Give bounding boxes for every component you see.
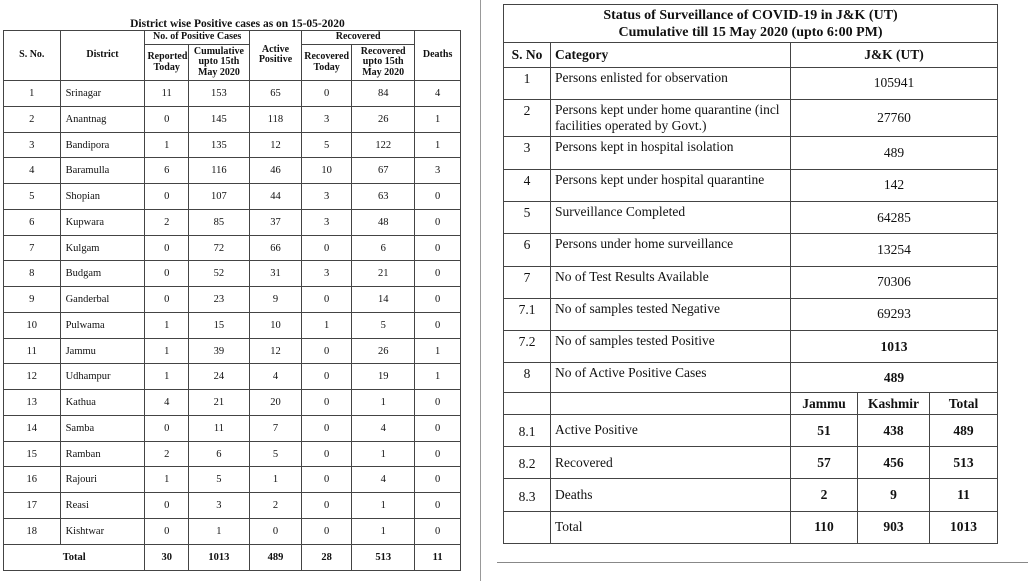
- row-cumulative: 39: [188, 338, 249, 364]
- surveillance-table-panel: [503, 4, 997, 544]
- row-sno: 6: [4, 209, 61, 235]
- row-recovered-today: 0: [302, 364, 352, 390]
- row-reported-today: 1: [145, 364, 189, 390]
- district-row: [4, 441, 461, 467]
- row-sno: 3: [4, 132, 61, 158]
- row-sno: 4: [504, 169, 551, 201]
- district-row: [4, 390, 461, 416]
- row-value: 489: [791, 363, 998, 392]
- row-sno: 18: [4, 518, 61, 544]
- row-cumulative: 116: [188, 158, 249, 184]
- row-active: 12: [249, 338, 301, 364]
- col-cumulative: Cumulative upto 15th May 2020: [188, 44, 249, 80]
- row-total: 11: [930, 479, 998, 511]
- row-category: Persons kept in hospital isolation: [551, 137, 791, 169]
- row-district: Kishtwar: [60, 518, 145, 544]
- row-deaths: 0: [415, 467, 461, 493]
- row-sno: 8.3: [504, 479, 551, 511]
- row-deaths: 0: [415, 209, 461, 235]
- row-cumulative: 153: [188, 81, 249, 107]
- row-deaths: 1: [415, 338, 461, 364]
- split-row: [504, 414, 998, 446]
- row-sno: 3: [504, 137, 551, 169]
- row-sno: 7.1: [504, 298, 551, 330]
- district-row: [4, 132, 461, 158]
- surveillance-row: [504, 99, 998, 137]
- row-recovered-today: 0: [302, 81, 352, 107]
- row-recovered-cum: 84: [352, 81, 415, 107]
- row-recovered-cum: 4: [352, 467, 415, 493]
- row-category: Persons enlisted for observation: [551, 67, 791, 99]
- row-recovered-today: 0: [302, 467, 352, 493]
- row-active: 66: [249, 235, 301, 261]
- row-cumulative: 1: [188, 518, 249, 544]
- surveillance-row: [504, 202, 998, 234]
- row-sno: 17: [4, 493, 61, 519]
- row-sno: 7.2: [504, 331, 551, 363]
- row-deaths: 3: [415, 158, 461, 184]
- row-deaths: 0: [415, 518, 461, 544]
- split-row: [504, 447, 998, 479]
- row-recovered-today: 0: [302, 287, 352, 313]
- row-kashmir: 438: [858, 414, 930, 446]
- row-sno: 13: [4, 390, 61, 416]
- district-table-title: District wise Positive cases as on 15-05-2020: [130, 17, 345, 30]
- row-recovered-today: 3: [302, 106, 352, 132]
- row-sno: 8: [504, 363, 551, 392]
- row-active: 46: [249, 158, 301, 184]
- row-sno: 1: [4, 81, 61, 107]
- divider-horizontal: [497, 562, 1028, 563]
- row-district: Kupwara: [60, 209, 145, 235]
- col-group-recovered: Recovered: [302, 30, 415, 44]
- row-recovered-cum: 1: [352, 441, 415, 467]
- row-category: No of Active Positive Cases: [551, 363, 791, 392]
- row-deaths: 0: [415, 415, 461, 441]
- row-reported-today: 1: [145, 467, 189, 493]
- row-recovered-cum: 19: [352, 364, 415, 390]
- col-sno: S. No.: [4, 30, 61, 81]
- row-recovered-cum: 63: [352, 184, 415, 210]
- total-label: Total: [4, 544, 145, 570]
- row-reported-today: 0: [145, 415, 189, 441]
- surveillance-row: [504, 169, 998, 201]
- row-active: 9: [249, 287, 301, 313]
- row-recovered-today: 3: [302, 184, 352, 210]
- district-row: [4, 415, 461, 441]
- row-recovered-cum: 6: [352, 235, 415, 261]
- row-recovered-cum: 5: [352, 312, 415, 338]
- total-recovered-cum: 513: [352, 544, 415, 570]
- row-category: Active Positive: [551, 414, 791, 446]
- row-kashmir: 456: [858, 447, 930, 479]
- row-active: 2: [249, 493, 301, 519]
- row-reported-today: 0: [145, 287, 189, 313]
- row-reported-today: 0: [145, 493, 189, 519]
- surveillance-title-line2: Cumulative till 15 May 2020 (upto 6:00 PM): [618, 25, 883, 41]
- row-recovered-today: 3: [302, 261, 352, 287]
- total-reported: 30: [145, 544, 189, 570]
- row-category: Persons under home surveillance: [551, 234, 791, 266]
- row-category: Total: [551, 511, 791, 543]
- row-value: 489: [791, 137, 998, 169]
- row-district: Samba: [60, 415, 145, 441]
- row-category: No of samples tested Negative: [551, 298, 791, 330]
- row-cumulative: 145: [188, 106, 249, 132]
- row-sno: 8.1: [504, 414, 551, 446]
- row-district: Reasi: [60, 493, 145, 519]
- district-row: [4, 287, 461, 313]
- row-recovered-today: 0: [302, 441, 352, 467]
- total-deaths: 11: [415, 544, 461, 570]
- row-recovered-cum: 1: [352, 518, 415, 544]
- row-active: 12: [249, 132, 301, 158]
- row-deaths: 0: [415, 287, 461, 313]
- row-reported-today: 1: [145, 338, 189, 364]
- row-recovered-cum: 26: [352, 338, 415, 364]
- row-district: Srinagar: [60, 81, 145, 107]
- row-value: 105941: [791, 67, 998, 99]
- col-kashmir: Kashmir: [858, 392, 930, 414]
- row-sno: 15: [4, 441, 61, 467]
- district-row: [4, 467, 461, 493]
- row-district: Rajouri: [60, 467, 145, 493]
- row-recovered-today: 0: [302, 493, 352, 519]
- col-jk-ut: J&K (UT): [791, 43, 998, 67]
- row-district: Shopian: [60, 184, 145, 210]
- row-recovered-cum: 122: [352, 132, 415, 158]
- row-reported-today: 11: [145, 81, 189, 107]
- row-recovered-today: 10: [302, 158, 352, 184]
- row-active: 7: [249, 415, 301, 441]
- row-category: Deaths: [551, 479, 791, 511]
- col-reported-today: Reported Today: [145, 44, 189, 80]
- row-district: Jammu: [60, 338, 145, 364]
- col-group-positive: No. of Positive Cases: [145, 30, 249, 44]
- district-row: [4, 209, 461, 235]
- row-cumulative: 6: [188, 441, 249, 467]
- row-reported-today: 2: [145, 209, 189, 235]
- district-row: [4, 493, 461, 519]
- row-cumulative: 11: [188, 415, 249, 441]
- col-sno: S. No: [504, 43, 551, 67]
- surveillance-row: [504, 137, 998, 169]
- col-recovered-cum: Recovered upto 15th May 2020: [352, 44, 415, 80]
- col-jammu: Jammu: [791, 392, 858, 414]
- surveillance-row: [504, 234, 998, 266]
- row-recovered-cum: 1: [352, 390, 415, 416]
- row-sno: 14: [4, 415, 61, 441]
- row-active: 10: [249, 312, 301, 338]
- district-row: [4, 184, 461, 210]
- row-deaths: 1: [415, 364, 461, 390]
- col-category: Category: [551, 43, 791, 67]
- row-value: 64285: [791, 202, 998, 234]
- row-reported-today: 0: [145, 261, 189, 287]
- surveillance-row: [504, 298, 998, 330]
- row-cumulative: 85: [188, 209, 249, 235]
- row-category: No of samples tested Positive: [551, 331, 791, 363]
- row-category: Persons kept under hospital quarantine: [551, 169, 791, 201]
- total-cumulative: 1013: [188, 544, 249, 570]
- row-recovered-cum: 14: [352, 287, 415, 313]
- row-recovered-today: 3: [302, 209, 352, 235]
- row-sno: 1: [504, 67, 551, 99]
- row-sno: 5: [4, 184, 61, 210]
- split-row: [504, 511, 998, 543]
- row-sno: 12: [4, 364, 61, 390]
- row-reported-today: 4: [145, 390, 189, 416]
- row-cumulative: 15: [188, 312, 249, 338]
- row-district: Udhampur: [60, 364, 145, 390]
- row-deaths: 1: [415, 132, 461, 158]
- col-active: Active Positive: [249, 30, 301, 81]
- row-sno: 11: [4, 338, 61, 364]
- row-kashmir: 903: [858, 511, 930, 543]
- row-sno: 16: [4, 467, 61, 493]
- surveillance-row: [504, 331, 998, 363]
- row-deaths: 0: [415, 312, 461, 338]
- row-jammu: 2: [791, 479, 858, 511]
- row-reported-today: 1: [145, 312, 189, 338]
- row-recovered-cum: 26: [352, 106, 415, 132]
- row-recovered-cum: 1: [352, 493, 415, 519]
- row-value: 13254: [791, 234, 998, 266]
- row-sno: 10: [4, 312, 61, 338]
- district-table-panel: [3, 6, 461, 571]
- row-district: Bandipora: [60, 132, 145, 158]
- row-active: 44: [249, 184, 301, 210]
- row-recovered-cum: 4: [352, 415, 415, 441]
- row-category: Surveillance Completed: [551, 202, 791, 234]
- surveillance-title-line1: Status of Surveillance of COVID-19 in J&K (UT): [603, 7, 898, 23]
- row-recovered-today: 0: [302, 518, 352, 544]
- district-table: [3, 6, 461, 571]
- row-sno: 2: [504, 99, 551, 137]
- district-row: [4, 158, 461, 184]
- row-sno: 2: [4, 106, 61, 132]
- col-deaths: Deaths: [415, 30, 461, 81]
- row-value: 70306: [791, 266, 998, 298]
- row-deaths: 0: [415, 441, 461, 467]
- row-category: Recovered: [551, 447, 791, 479]
- row-district: Kulgam: [60, 235, 145, 261]
- surveillance-row: [504, 266, 998, 298]
- district-row: [4, 364, 461, 390]
- row-active: 65: [249, 81, 301, 107]
- row-reported-today: 0: [145, 235, 189, 261]
- row-cumulative: 107: [188, 184, 249, 210]
- row-active: 20: [249, 390, 301, 416]
- row-value: 142: [791, 169, 998, 201]
- row-cumulative: 21: [188, 390, 249, 416]
- row-recovered-cum: 48: [352, 209, 415, 235]
- divider-vertical: [480, 0, 481, 581]
- district-row: [4, 518, 461, 544]
- row-sno: 7: [4, 235, 61, 261]
- row-kashmir: 9: [858, 479, 930, 511]
- row-deaths: 0: [415, 184, 461, 210]
- row-sno: 4: [4, 158, 61, 184]
- row-district: Pulwama: [60, 312, 145, 338]
- surveillance-table: [503, 4, 998, 544]
- surveillance-row: [504, 67, 998, 99]
- district-row: [4, 81, 461, 107]
- row-recovered-today: 5: [302, 132, 352, 158]
- district-total-row: [4, 544, 461, 570]
- row-category: No of Test Results Available: [551, 266, 791, 298]
- row-total: 489: [930, 414, 998, 446]
- row-active: 31: [249, 261, 301, 287]
- row-cumulative: 3: [188, 493, 249, 519]
- row-active: 4: [249, 364, 301, 390]
- row-jammu: 110: [791, 511, 858, 543]
- row-reported-today: 0: [145, 184, 189, 210]
- district-row: [4, 312, 461, 338]
- row-active: 0: [249, 518, 301, 544]
- col-district: District: [60, 30, 145, 81]
- row-active: 118: [249, 106, 301, 132]
- total-active: 489: [249, 544, 301, 570]
- total-recovered-today: 28: [302, 544, 352, 570]
- row-cumulative: 23: [188, 287, 249, 313]
- row-deaths: 1: [415, 106, 461, 132]
- row-sno: 7: [504, 266, 551, 298]
- row-recovered-today: 0: [302, 390, 352, 416]
- row-active: 1: [249, 467, 301, 493]
- row-reported-today: 6: [145, 158, 189, 184]
- row-active: 37: [249, 209, 301, 235]
- row-total: 1013: [930, 511, 998, 543]
- row-deaths: 0: [415, 493, 461, 519]
- row-active: 5: [249, 441, 301, 467]
- split-row: [504, 479, 998, 511]
- row-reported-today: 0: [145, 518, 189, 544]
- surveillance-row: [504, 363, 998, 392]
- row-district: Budgam: [60, 261, 145, 287]
- row-district: Ganderbal: [60, 287, 145, 313]
- row-recovered-today: 0: [302, 338, 352, 364]
- row-total: 513: [930, 447, 998, 479]
- row-recovered-today: 0: [302, 415, 352, 441]
- row-reported-today: 0: [145, 106, 189, 132]
- col-recovered-today: Recovered Today: [302, 44, 352, 80]
- row-district: Ramban: [60, 441, 145, 467]
- row-deaths: 0: [415, 235, 461, 261]
- row-sno: 9: [4, 287, 61, 313]
- row-value: 69293: [791, 298, 998, 330]
- row-recovered-today: 0: [302, 235, 352, 261]
- row-cumulative: 72: [188, 235, 249, 261]
- district-row: [4, 338, 461, 364]
- row-recovered-cum: 67: [352, 158, 415, 184]
- row-deaths: 4: [415, 81, 461, 107]
- row-sno: [504, 511, 551, 543]
- district-row: [4, 106, 461, 132]
- row-sno: 8.2: [504, 447, 551, 479]
- surveillance-title: [504, 5, 998, 43]
- row-cumulative: 24: [188, 364, 249, 390]
- row-deaths: 0: [415, 390, 461, 416]
- district-row: [4, 261, 461, 287]
- row-cumulative: 135: [188, 132, 249, 158]
- row-jammu: 57: [791, 447, 858, 479]
- row-sno: 5: [504, 202, 551, 234]
- row-district: Anantnag: [60, 106, 145, 132]
- row-district: Kathua: [60, 390, 145, 416]
- row-reported-today: 1: [145, 132, 189, 158]
- row-value: 1013: [791, 331, 998, 363]
- row-cumulative: 5: [188, 467, 249, 493]
- row-sno: 8: [4, 261, 61, 287]
- row-jammu: 51: [791, 414, 858, 446]
- row-recovered-cum: 21: [352, 261, 415, 287]
- row-deaths: 0: [415, 261, 461, 287]
- row-value: 27760: [791, 99, 998, 137]
- row-category: Persons kept under home quarantine (incl facilities operated by Govt.): [551, 99, 791, 137]
- row-sno: 6: [504, 234, 551, 266]
- row-cumulative: 52: [188, 261, 249, 287]
- col-total: Total: [930, 392, 998, 414]
- district-row: [4, 235, 461, 261]
- row-district: Baramulla: [60, 158, 145, 184]
- row-reported-today: 2: [145, 441, 189, 467]
- row-recovered-today: 1: [302, 312, 352, 338]
